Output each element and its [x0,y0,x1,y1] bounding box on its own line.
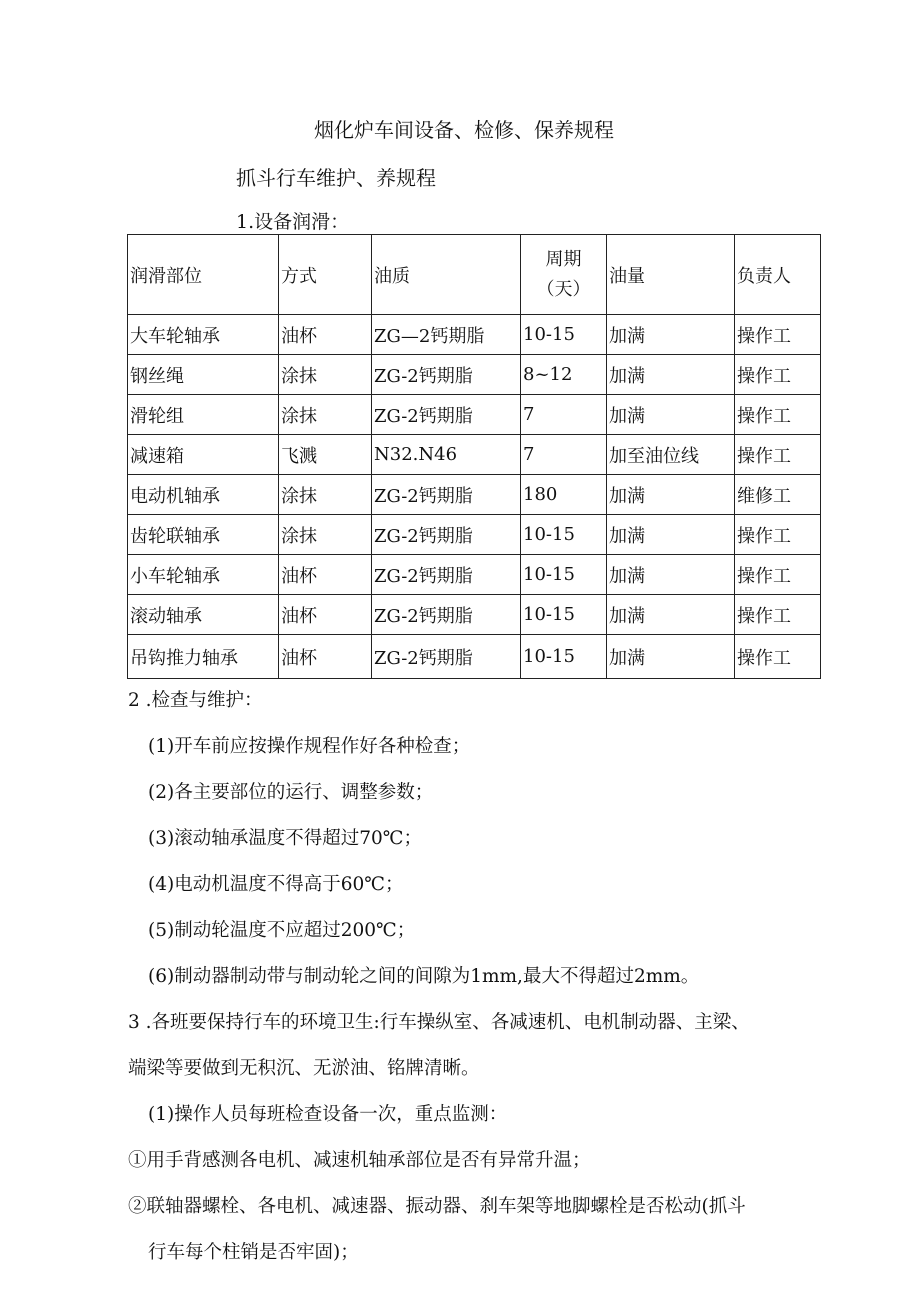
cell-method: 油杯 [279,595,372,635]
cell-oil: ZG-2钙期脂 [372,475,521,515]
inspection-heading: 2 .检查与维护： [128,690,263,711]
cell-oil: ZG-2钙期脂 [372,635,521,679]
cell-owner: 操作工 [735,515,821,555]
cell-part: 钢丝绳 [128,355,279,395]
cell-owner: 操作工 [735,555,821,595]
inspection-item: (2)各主要部位的运行、调整参数； [148,782,434,803]
cell-part: 齿轮联轴承 [128,515,279,555]
cell-method: 涂抹 [279,515,372,555]
cell-owner: 操作工 [735,315,821,355]
inspection-item: (4)电动机温度不得高于60℃； [148,874,404,895]
cell-amount: 加满 [607,475,735,515]
cell-part: 小车轮轴承 [128,555,279,595]
cell-period: 10-15 [521,515,607,555]
cell-oil: ZG—2钙期脂 [372,315,521,355]
cell-part: 滑轮组 [128,395,279,435]
cell-amount: 加满 [607,635,735,679]
cell-oil: ZG-2钙期脂 [372,395,521,435]
cell-amount: 加满 [607,355,735,395]
inspection-item: (3)滚动轴承温度不得超过70℃； [148,828,422,849]
cell-period: 10-15 [521,555,607,595]
table-row [128,315,821,355]
hygiene-sub-item: (1)操作人员每班检查设备一次，重点监测： [148,1104,508,1125]
table-row [128,515,821,555]
cell-amount: 加至油位线 [607,435,735,475]
cell-period: 10-15 [521,635,607,679]
cell-amount: 加满 [607,315,735,355]
lubrication-heading: 1.设备润滑： [236,211,350,233]
cell-method: 涂抹 [279,355,372,395]
cell-period: 10-15 [521,315,607,355]
cell-owner: 操作工 [735,435,821,475]
table-row [128,635,821,679]
document-title: 烟化炉车间设备、检修、保养规程 [314,118,614,142]
cell-part: 大车轮轴承 [128,315,279,355]
cell-method: 飞溅 [279,435,372,475]
cell-oil: ZG-2钙期脂 [372,515,521,555]
table-row [128,595,821,635]
cell-amount: 加满 [607,515,735,555]
hygiene-paragraph-line-1: 3 .各班要保持行车的环境卫生:行车操纵室、各减速机、电机制动器、主梁、 [128,1012,750,1033]
cell-oil: ZG-2钙期脂 [372,555,521,595]
table-header-row [128,235,821,315]
cell-owner: 操作工 [735,395,821,435]
section-title: 抓斗行车维护、养规程 [236,166,436,190]
col-header-period [521,235,607,315]
inspection-item: (1)开车前应按操作规程作好各种检查； [148,736,471,757]
cell-part: 减速箱 [128,435,279,475]
hygiene-point-1: ①用手背感测各电机、减速机轴承部位是否有异常升温； [128,1150,591,1171]
cell-owner: 操作工 [735,595,821,635]
cell-owner: 操作工 [735,635,821,679]
cell-method: 涂抹 [279,475,372,515]
col-header-part: 润滑部位 [128,235,279,315]
table-row [128,395,821,435]
cell-amount: 加满 [607,555,735,595]
hygiene-point-2-line-2: 行车每个柱销是否牢固)； [148,1242,359,1263]
cell-period: 7 [521,395,607,435]
col-header-period-label: 周期 [545,248,582,270]
cell-period: 8~12 [521,355,607,395]
cell-oil: ZG-2钙期脂 [372,355,521,395]
cell-period: 10-15 [521,595,607,635]
inspection-item: (6)制动器制动带与制动轮之间的间隙为1mm,最大不得超过2mm。 [148,966,700,987]
cell-oil: N32.N46 [372,435,521,475]
cell-method: 油杯 [279,555,372,595]
table-row [128,475,821,515]
table-row [128,555,821,595]
hygiene-point-2-line-1: ②联轴器螺栓、各电机、减速器、振动器、刹车架等地脚螺栓是否松动(抓斗 [128,1196,746,1217]
col-header-method: 方式 [279,235,372,315]
cell-part: 滚动轴承 [128,595,279,635]
cell-part: 吊钩推力轴承 [128,635,279,679]
col-header-owner: 负责人 [735,235,821,315]
hygiene-paragraph-line-2: 端梁等要做到无积沉、无淤油、铭牌清晰。 [128,1058,480,1079]
cell-period: 7 [521,435,607,475]
cell-period: 180 [521,475,607,515]
table-row [128,355,821,395]
col-header-amount: 油量 [607,235,735,315]
cell-part: 电动机轴承 [128,475,279,515]
inspection-item: (5)制动轮温度不应超过200℃； [148,920,416,941]
cell-amount: 加满 [607,395,735,435]
cell-owner: 维修工 [735,475,821,515]
col-header-period-unit: （天） [536,278,591,300]
table-row [128,435,821,475]
cell-owner: 操作工 [735,355,821,395]
cell-oil: ZG-2钙期脂 [372,595,521,635]
cell-method: 油杯 [279,635,372,679]
cell-method: 涂抹 [279,395,372,435]
cell-amount: 加满 [607,595,735,635]
lubrication-table [127,234,821,679]
col-header-oil: 油质 [372,235,521,315]
cell-method: 油杯 [279,315,372,355]
